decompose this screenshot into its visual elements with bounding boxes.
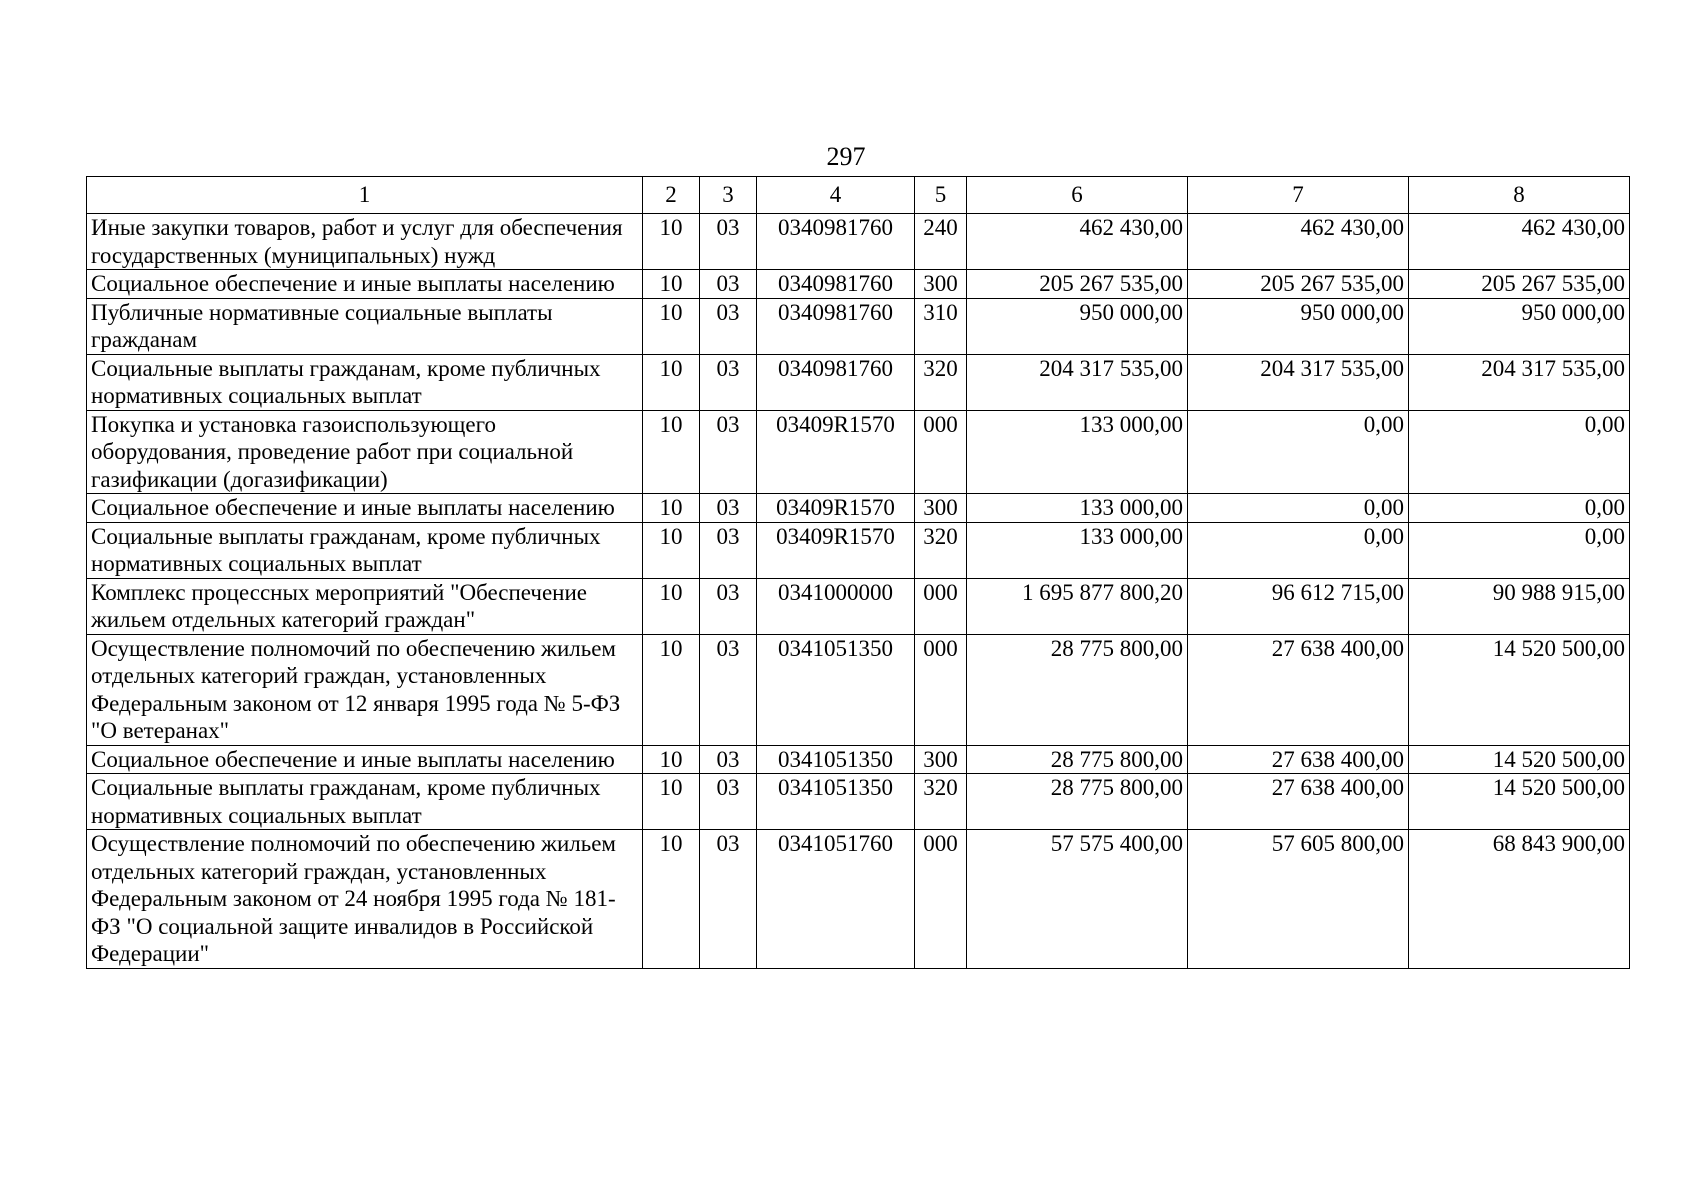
- table-row: [87, 745, 1630, 774]
- row-subsection: 03: [700, 410, 757, 494]
- row-expense-type: 320: [915, 522, 967, 578]
- row-amount-7: 96 612 715,00: [1188, 578, 1409, 634]
- row-amount-8: 14 520 500,00: [1409, 774, 1630, 830]
- row-amount-8: 0,00: [1409, 494, 1630, 523]
- column-header-2: 2: [643, 177, 700, 214]
- row-section: 10: [643, 745, 700, 774]
- row-expense-type: 310: [915, 298, 967, 354]
- row-section: 10: [643, 494, 700, 523]
- row-section: 10: [643, 410, 700, 494]
- row-amount-8: 462 430,00: [1409, 214, 1630, 270]
- row-amount-6: 28 775 800,00: [967, 745, 1188, 774]
- row-subsection: 03: [700, 354, 757, 410]
- row-amount-7: 27 638 400,00: [1188, 774, 1409, 830]
- row-target-code: 03409R1570: [757, 522, 915, 578]
- row-section: 10: [643, 522, 700, 578]
- table-row: [87, 578, 1630, 634]
- row-subsection: 03: [700, 634, 757, 745]
- table-row: [87, 634, 1630, 745]
- row-name: Осуществление полномочий по обеспечению жильем отдельных категорий граждан, установленных Федеральным законом от 12 января 1995 года № 5-ФЗ "О ветеранах": [87, 634, 643, 745]
- row-expense-type: 000: [915, 410, 967, 494]
- row-subsection: 03: [700, 494, 757, 523]
- row-expense-type: 000: [915, 634, 967, 745]
- table-row: [87, 410, 1630, 494]
- row-target-code: 03409R1570: [757, 410, 915, 494]
- row-subsection: 03: [700, 522, 757, 578]
- row-amount-6: 133 000,00: [967, 410, 1188, 494]
- row-section: 10: [643, 634, 700, 745]
- column-header-4: 4: [757, 177, 915, 214]
- table-body: [87, 214, 1630, 969]
- row-amount-8: 0,00: [1409, 410, 1630, 494]
- row-target-code: 0341000000: [757, 578, 915, 634]
- row-expense-type: 000: [915, 578, 967, 634]
- row-amount-6: 1 695 877 800,20: [967, 578, 1188, 634]
- row-target-code: 0341051350: [757, 774, 915, 830]
- row-target-code: 0340981760: [757, 298, 915, 354]
- row-name: Публичные нормативные социальные выплаты гражданам: [87, 298, 643, 354]
- row-amount-7: 462 430,00: [1188, 214, 1409, 270]
- row-subsection: 03: [700, 214, 757, 270]
- column-header-3: 3: [700, 177, 757, 214]
- row-name: Социальное обеспечение и иные выплаты населению: [87, 745, 643, 774]
- row-target-code: 0340981760: [757, 270, 915, 299]
- row-section: 10: [643, 830, 700, 969]
- row-section: 10: [643, 774, 700, 830]
- row-amount-8: 14 520 500,00: [1409, 745, 1630, 774]
- row-expense-type: 000: [915, 830, 967, 969]
- row-amount-7: 57 605 800,00: [1188, 830, 1409, 969]
- row-section: 10: [643, 578, 700, 634]
- row-target-code: 0341051350: [757, 634, 915, 745]
- row-target-code: 0340981760: [757, 214, 915, 270]
- column-header-6: 6: [967, 177, 1188, 214]
- row-target-code: 0341051760: [757, 830, 915, 969]
- row-amount-6: 204 317 535,00: [967, 354, 1188, 410]
- row-amount-8: 205 267 535,00: [1409, 270, 1630, 299]
- column-header-1: 1: [87, 177, 643, 214]
- row-amount-8: 204 317 535,00: [1409, 354, 1630, 410]
- row-amount-7: 950 000,00: [1188, 298, 1409, 354]
- row-amount-8: 950 000,00: [1409, 298, 1630, 354]
- row-subsection: 03: [700, 578, 757, 634]
- row-amount-7: 0,00: [1188, 410, 1409, 494]
- row-subsection: 03: [700, 298, 757, 354]
- row-amount-8: 68 843 900,00: [1409, 830, 1630, 969]
- row-amount-6: 28 775 800,00: [967, 634, 1188, 745]
- table-row: [87, 774, 1630, 830]
- row-amount-8: 0,00: [1409, 522, 1630, 578]
- row-name: Социальное обеспечение и иные выплаты населению: [87, 270, 643, 299]
- row-expense-type: 320: [915, 354, 967, 410]
- row-expense-type: 320: [915, 774, 967, 830]
- budget-table: [86, 176, 1630, 969]
- row-subsection: 03: [700, 745, 757, 774]
- row-section: 10: [643, 354, 700, 410]
- row-expense-type: 300: [915, 745, 967, 774]
- row-amount-7: 0,00: [1188, 522, 1409, 578]
- column-header-5: 5: [915, 177, 967, 214]
- row-target-code: 0340981760: [757, 354, 915, 410]
- row-subsection: 03: [700, 270, 757, 299]
- table-row: [87, 354, 1630, 410]
- row-amount-6: 133 000,00: [967, 494, 1188, 523]
- header-row: [87, 177, 1630, 214]
- table-row: [87, 214, 1630, 270]
- row-expense-type: 300: [915, 270, 967, 299]
- row-name: Социальное обеспечение и иные выплаты населению: [87, 494, 643, 523]
- row-name: Социальные выплаты гражданам, кроме публичных нормативных социальных выплат: [87, 354, 643, 410]
- row-section: 10: [643, 270, 700, 299]
- row-amount-8: 90 988 915,00: [1409, 578, 1630, 634]
- table-row: [87, 270, 1630, 299]
- row-amount-7: 205 267 535,00: [1188, 270, 1409, 299]
- row-expense-type: 300: [915, 494, 967, 523]
- row-amount-6: 205 267 535,00: [967, 270, 1188, 299]
- row-amount-7: 204 317 535,00: [1188, 354, 1409, 410]
- table-row: [87, 522, 1630, 578]
- row-name: Осуществление полномочий по обеспечению жильем отдельных категорий граждан, установленных Федеральным законом от 24 ноября 1995 года № 181-ФЗ "О социальной защите инвалидов в Российской Федерации": [87, 830, 643, 969]
- row-name: Комплекс процессных мероприятий "Обеспечение жильем отдельных категорий граждан": [87, 578, 643, 634]
- row-amount-6: 950 000,00: [967, 298, 1188, 354]
- row-amount-6: 28 775 800,00: [967, 774, 1188, 830]
- row-name: Социальные выплаты гражданам, кроме публичных нормативных социальных выплат: [87, 774, 643, 830]
- row-subsection: 03: [700, 830, 757, 969]
- row-target-code: 03409R1570: [757, 494, 915, 523]
- table-row: [87, 830, 1630, 969]
- table-row: [87, 298, 1630, 354]
- row-subsection: 03: [700, 774, 757, 830]
- row-amount-7: 0,00: [1188, 494, 1409, 523]
- row-amount-6: 57 575 400,00: [967, 830, 1188, 969]
- row-name: Покупка и установка газоиспользующего оборудования, проведение работ при социальной газификации (догазификации): [87, 410, 643, 494]
- row-name: Иные закупки товаров, работ и услуг для обеспечения государственных (муниципальных) нужд: [87, 214, 643, 270]
- row-section: 10: [643, 214, 700, 270]
- table-row: [87, 494, 1630, 523]
- row-amount-6: 133 000,00: [967, 522, 1188, 578]
- column-header-7: 7: [1188, 177, 1409, 214]
- row-amount-7: 27 638 400,00: [1188, 745, 1409, 774]
- row-amount-8: 14 520 500,00: [1409, 634, 1630, 745]
- row-expense-type: 240: [915, 214, 967, 270]
- row-section: 10: [643, 298, 700, 354]
- column-header-8: 8: [1409, 177, 1630, 214]
- row-name: Социальные выплаты гражданам, кроме публичных нормативных социальных выплат: [87, 522, 643, 578]
- row-amount-6: 462 430,00: [967, 214, 1188, 270]
- page-number: 297: [826, 142, 866, 171]
- row-amount-7: 27 638 400,00: [1188, 634, 1409, 745]
- row-target-code: 0341051350: [757, 745, 915, 774]
